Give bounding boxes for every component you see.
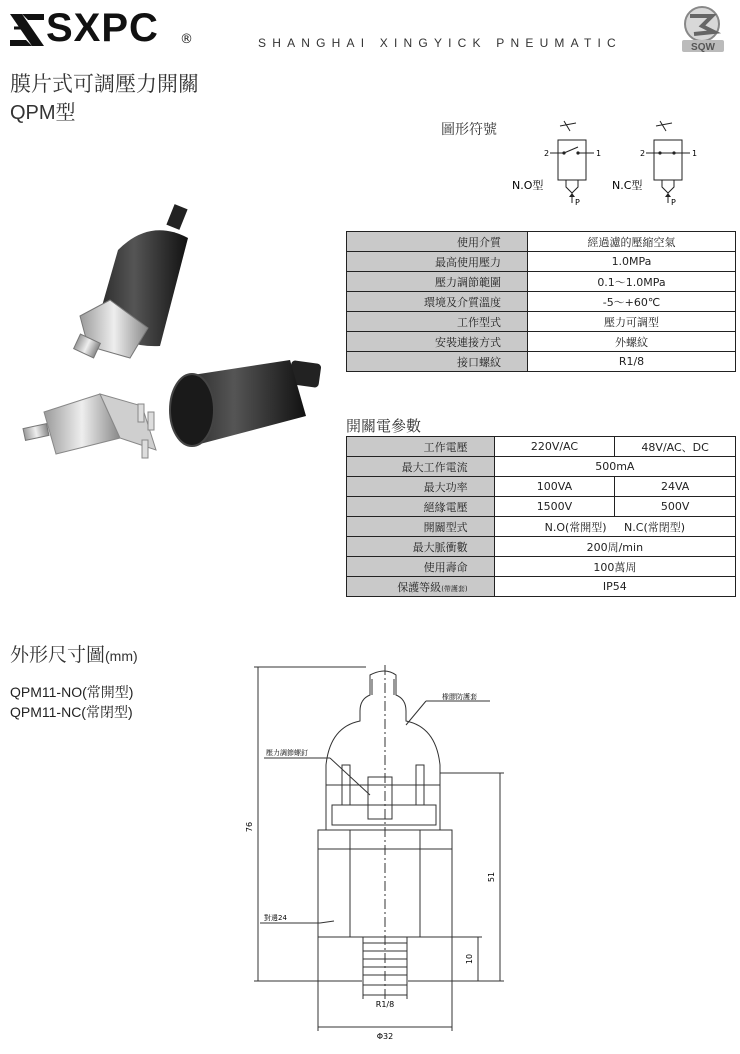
cell-value: 外螺紋 (528, 332, 736, 352)
row-label: 最大功率 (347, 477, 495, 497)
nc-port-p: P (671, 198, 676, 207)
switch-type-no: N.O(常開型) (544, 520, 607, 534)
model-item: QPM11-NO(常開型) (10, 684, 134, 700)
brand-logo (8, 6, 193, 50)
row-label: 絕緣電壓 (347, 497, 495, 517)
dimension-unit: (mm) (105, 648, 138, 664)
switch-symbols (508, 115, 698, 210)
cell-value: 100萬周 (494, 557, 735, 577)
cell-value: 500V (615, 497, 736, 517)
dim-51-label: 51 (487, 871, 496, 883)
bare-switch-photo (23, 394, 156, 458)
callout-cover: 橡膠防護套 (442, 693, 477, 701)
row-label: 環境及介質溫度 (347, 292, 528, 312)
callout-screw: 壓力調節螺釘 (266, 749, 308, 757)
sqw-badge (672, 2, 734, 54)
sqw-text: SQW (691, 42, 715, 53)
no-switch-symbol-icon (512, 121, 601, 207)
table-row (347, 272, 736, 292)
nc-port-2: 2 (640, 149, 646, 158)
row-label: 最高使用壓力 (347, 252, 528, 272)
dim-thread-label: R1/8 (375, 1000, 395, 1009)
row-label: 工作型式 (347, 312, 528, 332)
electric-heading: 開關電參數 (346, 417, 422, 435)
table-row (347, 537, 736, 557)
table-row (347, 477, 736, 497)
table-row (347, 457, 736, 477)
dimension-heading (10, 640, 138, 667)
product-model: QPM型 (10, 102, 76, 124)
protection-label: 保護等級 (397, 580, 442, 594)
cell-value: 1.0MPa (528, 252, 736, 272)
row-label: 壓力調節範圍 (347, 272, 528, 292)
table-row (347, 577, 736, 597)
dim-diameter-label: Φ32 (376, 1032, 394, 1041)
nc-type-label: N.C型 (612, 179, 643, 192)
cell-value: 24VA (615, 477, 736, 497)
nc-switch-symbol-icon (612, 121, 697, 207)
table-row (347, 252, 736, 272)
row-label: 工作電壓 (347, 437, 495, 457)
no-port-2: 2 (544, 149, 550, 158)
row-label (347, 577, 495, 597)
product-title: 膜片式可調壓力開關 (10, 72, 199, 96)
logo-text: SXPC (46, 6, 159, 50)
cell-value: 經過濾的壓縮空氣 (528, 232, 736, 252)
model-list (10, 682, 133, 722)
product-photos (10, 198, 340, 468)
row-label: 接口螺紋 (347, 352, 528, 372)
row-label: 使用壽命 (347, 557, 495, 577)
cell-value: IP54 (494, 577, 735, 597)
dimension-title: 外形尺寸圖 (10, 644, 106, 666)
company-name: SHANGHAI XINGYICK PNEUMATIC (258, 36, 622, 50)
no-port-1: 1 (596, 149, 602, 158)
cell-value: 0.1～1.0MPa (528, 272, 736, 292)
cell-value: 100VA (494, 477, 615, 497)
electric-table (346, 436, 736, 597)
table-row (347, 557, 736, 577)
table-row (347, 437, 736, 457)
protection-note: (帶護套) (441, 584, 468, 593)
no-port-p: P (575, 198, 580, 207)
table-row (347, 497, 736, 517)
cell-value: 48V/AC、DC (615, 437, 736, 457)
table-row (347, 332, 736, 352)
row-label: 使用介質 (347, 232, 528, 252)
model-item: QPM11-NC(常閉型) (10, 704, 133, 720)
dim-10-label: 10 (465, 953, 474, 965)
cell-value: 1500V (494, 497, 615, 517)
dim-76-label: 76 (245, 821, 254, 833)
cell-value: -5～+60℃ (528, 292, 736, 312)
row-label: 開關型式 (347, 517, 495, 537)
table-row (347, 232, 736, 252)
cell-value: 壓力可調型 (528, 312, 736, 332)
no-type-label: N.O型 (512, 179, 544, 192)
switch-with-cover-photo (74, 204, 188, 358)
switch-type-nc: N.C(常閉型) (624, 520, 686, 534)
row-label: 安裝連接方式 (347, 332, 528, 352)
cell-value: 200周/min (494, 537, 735, 557)
callout-hex: 對邊24 (264, 914, 287, 922)
sqw-emblem-icon (672, 2, 734, 54)
cell-value (494, 517, 735, 537)
spec-table (346, 231, 736, 372)
table-row (347, 352, 736, 372)
cell-value: 500mA (494, 457, 735, 477)
row-label: 最大脈衝數 (347, 537, 495, 557)
cover-photo (170, 360, 322, 446)
table-row (347, 517, 736, 537)
cell-value: 220V/AC (494, 437, 615, 457)
logo-mark-icon (8, 10, 46, 54)
table-row (347, 292, 736, 312)
table-row (347, 312, 736, 332)
dimension-drawing (230, 655, 510, 1050)
registered-mark: ® (180, 32, 193, 47)
nc-port-1: 1 (692, 149, 698, 158)
cell-value: R1/8 (528, 352, 736, 372)
spec-table-body (347, 232, 736, 372)
symbol-heading: 圖形符號 (441, 122, 497, 138)
row-label: 最大工作電流 (347, 457, 495, 477)
